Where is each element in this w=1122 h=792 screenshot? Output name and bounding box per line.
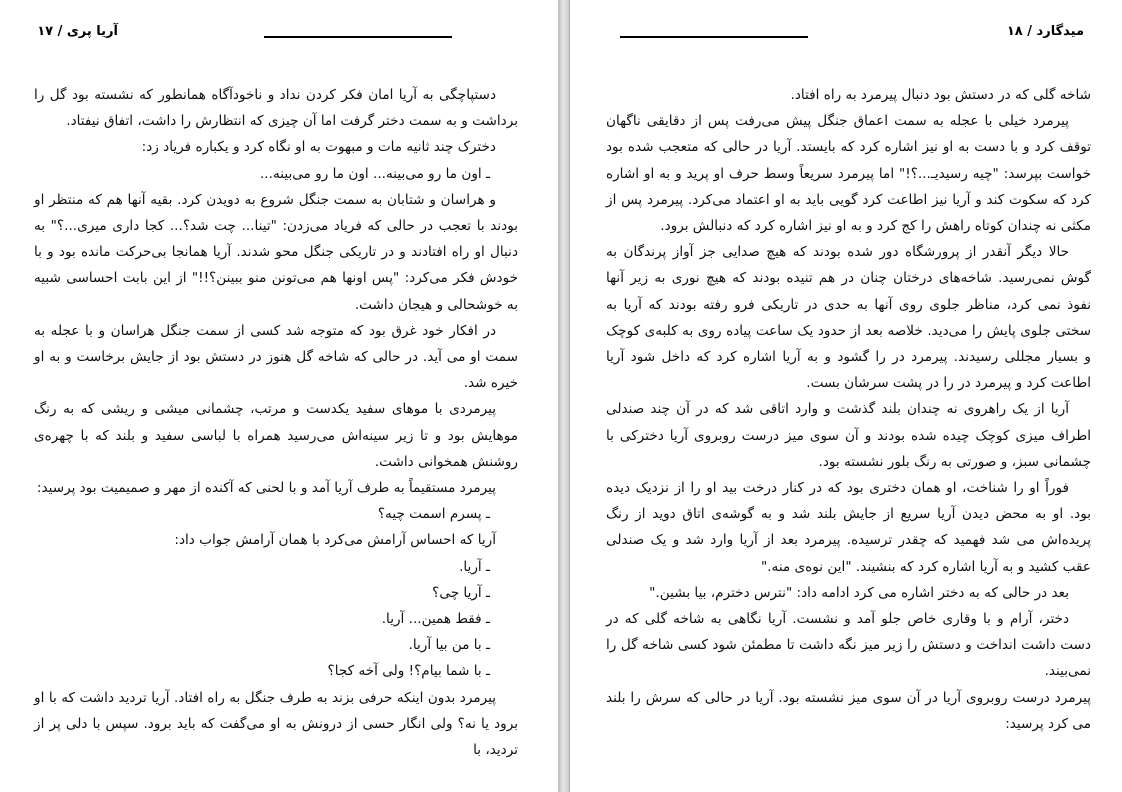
- paragraph: ـ اون ما رو می‌بینه... اون ما رو می‌بینه...: [259, 165, 490, 182]
- page-body-right: [606, 82, 1091, 737]
- paragraph: ـ آریا چی؟: [432, 584, 490, 601]
- paragraph: دخترک چند ثانیه مات و مبهوت به او نگاه کرد و یکباره فریاد زد:: [141, 139, 496, 156]
- paragraph: پیرمرد خیلی با عجله به سمت اعماق جنگل پیش می‌رفت پس از دقایقی ناگهان توقف کرد و با دست به او نیز اشاره کرد که بایستد. آریا در حالی که متعجب شده بود خواست بپرسد: "چیه رسیدیـ...؟!" اما پیرمرد سریعاً وسط حرف او پرید و به او اشاره کرد که سکوت کند و آریا نیز اطاعت کرد گویی باید به او اعتماد می‌کرد. پیرمرد پس از مکثی نه چندان کوتاه راهش را کج کرد و به او نیز اشاره کرد که دنبالش برود.: [606, 113, 1091, 235]
- book-spine: [558, 0, 570, 792]
- page-header-right: میدگارد / ۱۸: [1006, 24, 1084, 39]
- paragraph: دستپاچگی به آریا امان فکر کردن نداد و ناخودآگاه همانطور که نشسته بود گل را برداشت و به سمت دختر گرفت اما آن چیزی که انتظارش را داشت، اتفاق نیفتاد.: [34, 87, 518, 130]
- paragraph: پیرمردی با موهای سفید یکدست و مرتب، چشمانی میشی و ریشی که به رنگ موهایش بود و تا زیر سینه‌اش می‌رسید همراه با لباسی سفید و بلند که با چهره‌ی روشنش همخوانی داشت.: [34, 401, 518, 470]
- paragraph: حالا دیگر آنقدر از پرورشگاه دور شده بودند که هیچ صدایی جز آواز پرندگان به گوش نمی‌رسید. شاخه‌های درختان چنان در هم تنیده بودند که هیچ نوری به زیر آنها نفوذ نمی کرد، مناظر جلوی روی آنها به حدی در تاریکی فرو رفته بودند که آریا به سختی جلوی پایش را می‌دید. خلاصه بعد از حدود یک ساعت پیاده روی به کلبه‌ی کوچک و بسیار مجللی رسیدند. پیرمرد در را گشود و به آریا اشاره کرد که داخل شود آریا اطاعت کرد و پیرمرد در را در پشت سرشان بست.: [606, 244, 1091, 392]
- paragraph: ـ فقط همین... آریا.: [381, 611, 490, 628]
- paragraph: ـ پسرم اسمت چیه؟: [377, 506, 490, 523]
- paragraph: و هراسان و شتابان به سمت جنگل شروع به دویدن کرد. بقیه آنها هم که منتظر او بودند با تعجب در حالی که فریاد می‌زدن: "تینا... چت شد؟... کجا داری میری...؟" به دنبال او راه افتادند و در تاریکی جنگل محو شدند. آریا همانجا بی‌حرکت مانده بود و با خودش فکر می‌کرد: "پس اونها هم می‌تونن منو ببینن؟!!" از این بابت احساسی شبیه به خوشحالی و هیجان داشت.: [34, 191, 518, 313]
- paragraph: بعد در حالی که به دختر اشاره می کرد ادامه داد: "نترس دخترم، بیا بشین.": [649, 584, 1069, 601]
- page-body-left: [34, 82, 518, 763]
- page-header-left: آریا پری / ۱۷: [37, 24, 118, 39]
- paragraph: پیرمرد مستقیماً به طرف آریا آمد و با لحنی که آکنده از مهر و صمیمیت بود پرسید:: [36, 480, 496, 497]
- right-page: [570, 0, 1122, 792]
- header-rule-right: [620, 36, 808, 38]
- paragraph: ـ با شما بیام؟! ولی آخه کجا؟: [327, 663, 490, 680]
- paragraph: در افکار خود غرق بود که متوجه شد کسی از سمت جنگل هراسان و با عجله به سمت او می آید. در حالی که شاخه گل هنوز در دستش بود از جایش برخاست و به او خیره شد.: [34, 322, 518, 392]
- header-rule-left: [264, 36, 452, 38]
- paragraph: ـ با من بیا آریا.: [408, 637, 490, 654]
- left-page: [0, 0, 558, 792]
- paragraph: فوراً او را شناخت، او همان دختری بود که در کنار درخت بید او را از نزدیک دیده بود. او به محض دیدن آریا سریع از جایش بلند شد و به گوشه‌ی اتاق دوید از رنگ پریده‌اش می شد فهمید که چقدر ترسیده. پیرمرد بعد از آریا وارد شد و یک صندلی عقب کشید و به آریا اشاره کرد که بنشیند. "این نوه‌ی منه.": [606, 480, 1091, 575]
- paragraph: آریا که احساس آرامش می‌کرد با همان آرامش جواب داد:: [174, 532, 496, 549]
- paragraph: دختر، آرام و با وقاری خاص جلو آمد و نشست. آریا نگاهی به شاخه گلی که در دست داشت انداخت و دستش را زیر میز نگه داشت تا مطمئن شود کسی شاخه گل را نمی‌بیند.: [606, 611, 1091, 680]
- paragraph: آریا از یک راهروی نه چندان بلند گذشت و وارد اتاقی شد که در آن چند صندلی اطراف میزی کوچک چیده شده بودند و آن سوی میز درست روبروی آریا دخترکی با چشمانی سبز، و صورتی به رنگ بلور نشسته بود.: [606, 401, 1091, 470]
- paragraph: ـ آریا.: [459, 558, 490, 575]
- paragraph: پیرمرد بدون اینکه حرفی بزند به طرف جنگل به راه افتاد. آریا تردید داشت که با او برود یا نه؟ ولی انگار حسی از درونش به او می‌گفت که باید برود. سپس با دلی پر از تردید، با: [34, 689, 518, 759]
- paragraph: پیرمرد درست روبروی آریا در آن سوی میز نشسته بود. آریا در حالی که سرش را بلند می کرد پرسید:: [606, 689, 1091, 732]
- paragraph: شاخه گلی که در دستش بود دنبال پیرمرد به راه افتاد.: [790, 87, 1091, 103]
